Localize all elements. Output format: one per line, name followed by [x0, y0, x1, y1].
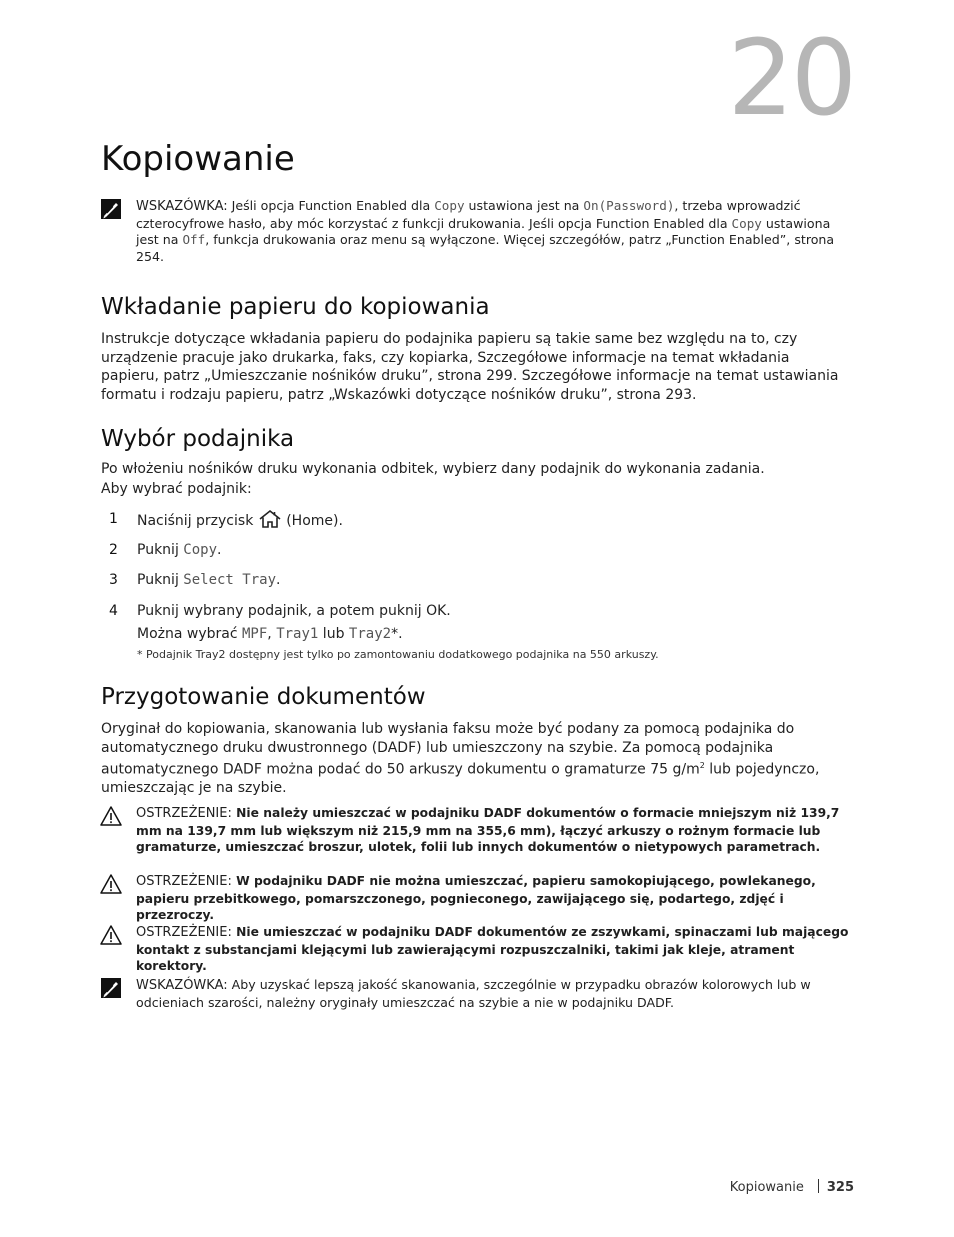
- footer-section: Kopiowanie: [729, 1180, 804, 1195]
- warning-triangle-icon: [100, 924, 122, 946]
- page-title: Kopiowanie: [101, 139, 295, 179]
- warning-triangle-icon: [100, 805, 122, 827]
- page-footer: [730, 1179, 854, 1197]
- note-pencil-icon: [100, 198, 122, 220]
- step-text: Puknij wybrany podajnik, a potem puknij OK.: [137, 603, 451, 619]
- step-text: Puknij Select Tray.: [137, 572, 281, 588]
- step-number: 2: [109, 542, 118, 558]
- step-number: 4: [109, 603, 118, 619]
- note-text: WSKAZÓWKA: Jeśli opcja Function Enabled dla Copy ustawiona jest na On(Password), trzeba wprowadzić czterocyfrowe hasło, aby móc korzystać z funkcji drukowania. Jeśli opcja Function Enabled dla Copy ustawiona jest na Off, funkcja drukowania oraz menu są wyłączone. Więcej szczegółów, patrz „Function Enabled”, strona 254.: [136, 198, 835, 264]
- note-box: [100, 198, 856, 268]
- step-number: 3: [109, 572, 118, 588]
- warning-box: OSTRZEŻENIE: W podajniku DADF nie można umieszczać, papieru samokopiującego, powlekanego, papieru przebitkowego, pomarszczonego, pognieconego, zawijającego się, podartego, zdjęć i przezroczy.: [100, 873, 856, 913]
- section-text-documents: Oryginał do kopiowania, skanowania lub wysłania faksu może być podany za pomocą podajnika do automatycznego druku dwustronnego (DADF) lub umieszczony na szybie. Za pomocą podajnika automatycznego DADF można podać do 50 arkuszy dokumentu o gramaturze 75 $g/m^2$ lub pojedynczo, umieszczając je na szybie.: [101, 721, 820, 797]
- section-intro-line: Po włożeniu nośników druku wykonania odbitek, wybierz dany podajnik do wykonania zadania.: [101, 461, 765, 477]
- section-heading-loading-paper: Wkładanie papieru do kopiowania: [101, 294, 490, 320]
- footer-divider: [818, 1179, 819, 1193]
- warning-triangle-icon: [100, 873, 122, 895]
- step-text: Puknij Copy.: [137, 542, 222, 558]
- section-text-loading-paper: Instrukcje dotyczące wkładania papieru do podajnika papieru są takie same bez względu na to, czy urządzenie pracuje jako drukarka, faks, czy kopiarka, Szczegółowe informacje na temat wkładania papieru, patrz „Umieszczanie nośników druku”, strona 299. Szczegółowe informacje na temat ustawiania formatu i rodzaju papieru, patrz „Wskazówki dotyczące nośników druku”, strona 293.: [101, 331, 839, 403]
- note-box: WSKAZÓWKA: Aby uzyskać lepszą jakość skanowania, szczególnie w przypadku obrazów kolorowych lub w odcieniach szarości, należny oryginały umieszczać na szybie a nie w podajniku DADF.: [100, 977, 856, 1017]
- footnote: * Podajnik Tray2 dostępny jest tylko po zamontowaniu dodatkowego podajnika na 550 arkuszy.: [137, 648, 659, 661]
- section-heading-tray-select: Wybór podajnika: [101, 426, 295, 452]
- chapter-number: 20: [727, 17, 854, 139]
- section-intro-line: Aby wybrać podajnik:: [101, 481, 252, 497]
- page-number: 325: [826, 1180, 854, 1195]
- home-icon: [258, 509, 282, 529]
- section-heading-documents: Przygotowanie dokumentów: [101, 684, 426, 710]
- warning-box: OSTRZEŻENIE: Nie umieszczać w podajniku DADF dokumentów ze zszywkami, spinaczami lub mającego kontakt z substancjami klejącymi lub zawierającymi rozpuszczalniki, takimi jak kleje, atrament korektory.: [100, 924, 856, 964]
- step-text: Naciśnij przycisk (Home).: [137, 509, 343, 531]
- warning-box: OSTRZEŻENIE: Nie należy umieszczać w podajniku DADF dokumentów o formacie mniejszym niż 139,7 mm na 139,7 mm lub większym niż 215,9 mm na 355,6 mm), łączyć arkuszy o rożnym formacie lub gramaturze, umieszczać broszur, ulotek, folii lub innych dokumentów o nietypowych parametrach.: [100, 805, 856, 861]
- step-number: 1: [109, 511, 118, 527]
- note-pencil-icon: [100, 977, 122, 999]
